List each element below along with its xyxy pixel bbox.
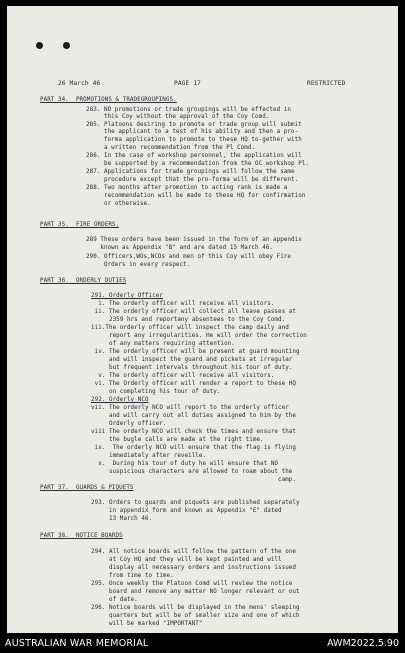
part-34-line: be supported by a recommendation from the OC workshop Pl. (86, 161, 309, 167)
part-36-line: and will carry out all duties assigned to him by the (91, 413, 296, 419)
part-34-line: or otherwise. (86, 201, 151, 207)
part-35-line: Orders in every respect. (86, 262, 191, 268)
part-34-line: 285. Platoons desiring to promote or trade group will submit (86, 122, 302, 128)
header-date: 26 March 46 (58, 80, 101, 87)
part-37-line: 293. Orders to guards and piquets are published separately (91, 500, 300, 506)
part-37-title: PART 37. GUARDS & PIQUETS (40, 485, 134, 491)
part-38-line: of date. (91, 597, 138, 603)
part-35-line: 290. Officers,WOs,NCOs and men of this Coy will obey Fire (86, 254, 291, 260)
punch-hole-right (63, 42, 70, 49)
part-34-line: 286. In the case of workshop personnel, the application will (86, 153, 302, 159)
header-classification: RESTRICTED (307, 80, 346, 87)
part-34-line: 287. Applications for trade groupings will follow the same (86, 169, 295, 175)
part-34-line: forma application to promote to these HQ to-gether with (86, 137, 302, 143)
part-38-line: will be marked "IMPORTANT" (91, 621, 203, 627)
part-36-line: on completing his tour of duty. (91, 389, 221, 395)
part-35-line: 289 These orders have been issued in the form of an appendix (86, 237, 302, 243)
part-38-title: PART 38. NOTICE BOARDS (40, 533, 123, 539)
header-page-number: PAGE 17 (174, 80, 201, 87)
part-36-line: suspicious characters are allowed to roam about the (91, 469, 293, 475)
part-36-line: the bugle calls are made at the right time. (91, 437, 264, 443)
part-36-line: vi. The Orderly officer will render a report to these HQ (91, 381, 296, 387)
part-34-line: this Coy without the approval of the Coy Comd. (86, 114, 270, 120)
part-37-line: 13 March 46. (91, 516, 153, 522)
part-36-line: iii.The orderly officer will inspect the camp daily and (91, 325, 289, 331)
part-38-line: 294. All notice boards will follow the pattern of the one (91, 549, 296, 555)
part-38-line: from time to time. (91, 573, 174, 579)
institution-label: AUSTRALIAN WAR MEMORIAL (5, 638, 149, 649)
part-37-line: in appendix form and known as Appendix "E" dated (91, 508, 282, 514)
part-36-line: vii. The orderly NCO will report to the orderly officer (91, 405, 289, 411)
part-36-line: i. The orderly officer will receive all visitors. (91, 301, 275, 307)
part-35-line: known as Appendix "B" and are dated 15 March 46. (86, 245, 274, 251)
part-34-title: PART 34. PROMOTIONS & TRADEGROUPINGS. (40, 97, 177, 103)
part-36-line: 292. Orderly NCO (91, 397, 149, 403)
part-36-line: v. The orderly officer will receive all visitors. (91, 373, 275, 379)
part-36-line: report any irregularities. He will order the correction (91, 333, 307, 339)
part-36-line: ii. The orderly officer will collect all leave passes at (91, 309, 296, 315)
part-36-line: of any matters requiring attention. (91, 341, 235, 347)
part-36-line: iv. The orderly officer will be present at guard mounting (91, 349, 300, 355)
part-35-title: PART 35. FIRE ORDERS. (40, 222, 120, 228)
part-34-line: a written recommendation from the Pl Comd. (86, 145, 256, 151)
part-36-line: viii The orderly NCO will check the times and ensure that (91, 429, 296, 435)
part-36-line: 291. Orderly Officer (91, 293, 163, 299)
part-36-line: immediately after reveille. (91, 453, 207, 459)
part-38-line: quarters but will be of smaller size and one of which (91, 613, 300, 619)
part-34-line: recommendation will be made to these HQ for confirmation (86, 193, 306, 199)
item-reference: AWM2022.5.90 (327, 638, 399, 649)
part-34-line: the applicant to a test of his ability and then a pro- (86, 129, 299, 135)
part-38-line: 296. Notice boards will be displayed in the mens' sleeping (91, 605, 300, 611)
part-34-line: 283. NO promotions or trade groupings will be effected in (86, 107, 291, 113)
archive-footer-bar (0, 635, 405, 653)
part-36-line: ix. The orderly NCO will ensure that the flag is flying (91, 445, 296, 451)
part-36-line: Orderly officer. (91, 421, 167, 427)
part-36-line: but frequent intervals throughout his tour of duty. (91, 365, 293, 371)
part-38-line: board and remove any matter NO longer relevant or out (91, 589, 300, 595)
part-38-line: display all necessary orders and instructions issued (91, 565, 296, 571)
punch-hole-left (36, 42, 43, 49)
part-34-line: 288. Two months after promotion to acting rank is made a (86, 185, 288, 191)
part-36-line: x. During his tour of duty he will ensure that NO (91, 461, 279, 467)
part-36-line: camp. (91, 477, 296, 483)
part-36-line: 2359 hrs and reportany absentees to the Coy Comd. (91, 317, 286, 323)
part-38-line: at Coy HQ and they will be kept painted and will (91, 557, 282, 563)
part-36-line: and will inspect the guard and pickets at irregular (91, 357, 293, 363)
part-38-line: 295. Once weekly the Platoon Comd will review the notice (91, 581, 293, 587)
part-36-title: PART 36. ORDERLY DUTIES (40, 278, 127, 284)
part-34-line: procedure except that the pro-forma will be different. (86, 177, 299, 183)
document-page (7, 6, 398, 633)
